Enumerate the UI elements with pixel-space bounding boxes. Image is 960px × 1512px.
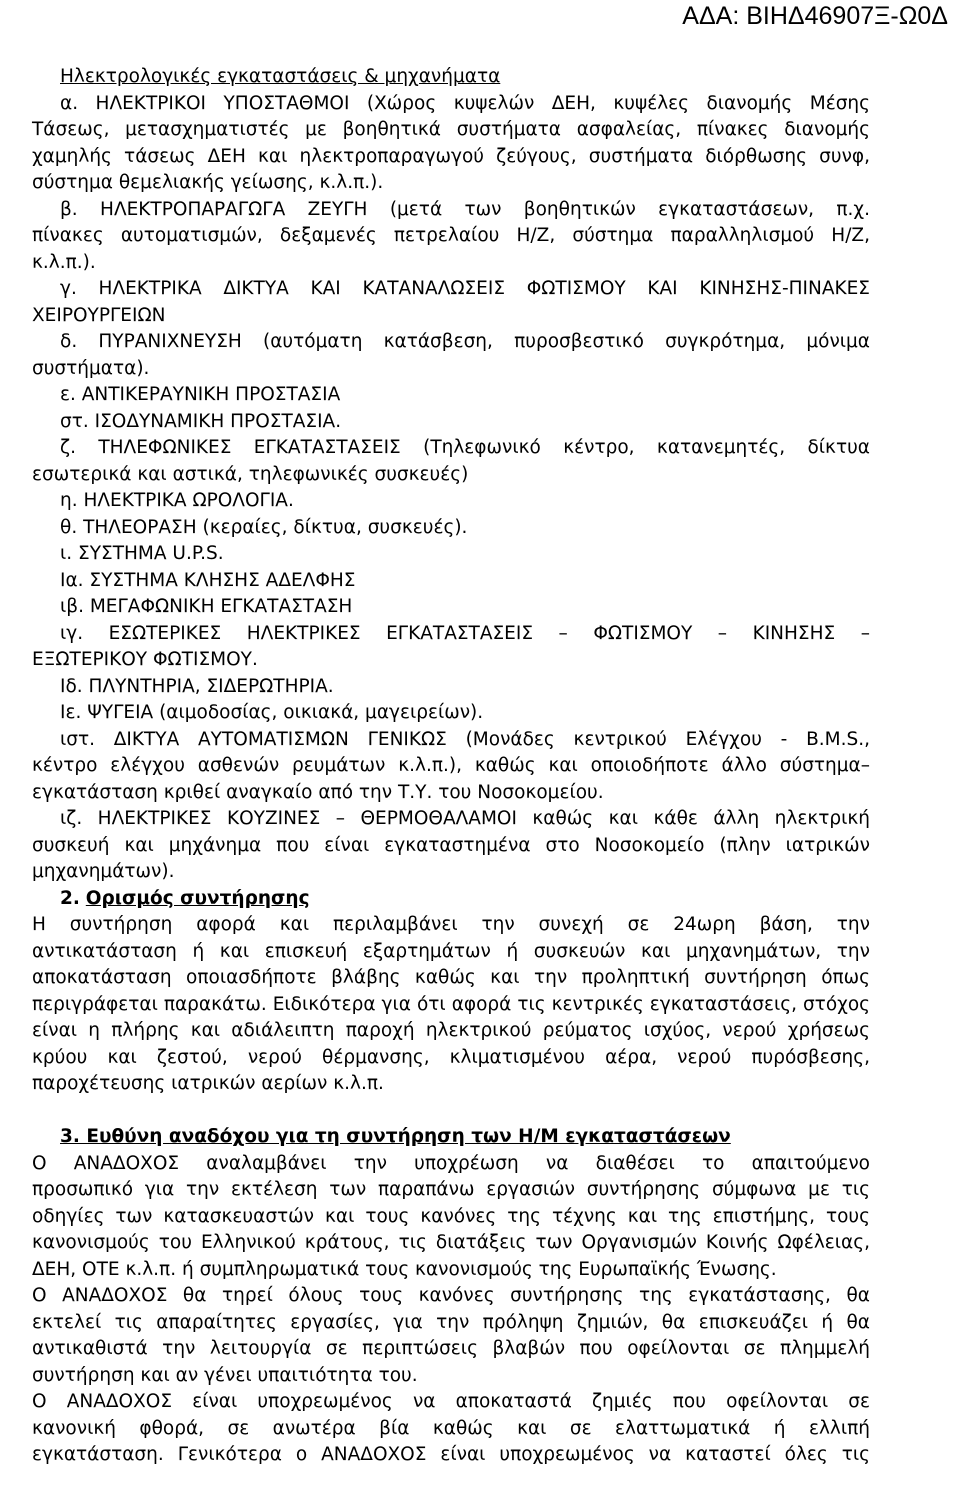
section-3-line: Ο ΑΝΑΔΟΧΟΣ θα τηρεί όλους τους κανόνες συντήρησης της εγκατάστασης, θα	[32, 1285, 870, 1306]
list-item-a-cont: Τάσεως, μετασχηματιστές με βοηθητικά συστήματα ασφαλείας, πίνακες διανομής	[32, 119, 870, 140]
section-3-line: Ο ΑΝΑΔΟΧΟΣ αναλαμβάνει την υποχρέωση να διαθέσει το απαιτούμενο	[32, 1152, 870, 1174]
section-3-line: ΔΕΗ, ΟΤΕ κ.λ.π. ή συμπληρωματικά τους κανονισμούς της Ευρωπαϊκής Ένωσης.	[32, 1258, 777, 1280]
section-2-line: αποκατάσταση οποιασδήποτε βλάβης καθώς και την προληπτική συντήρηση όπως	[32, 967, 870, 988]
list-item-iz-cont: μηχανημάτων).	[32, 861, 175, 882]
section-3-line: εγκατάσταση. Γενικότερα ο ΑΝΑΔΟΧΟΣ είναι υποχρεωμένος να καταστεί όλες τις	[32, 1444, 870, 1465]
list-item-d-cont: συστήματα).	[32, 357, 150, 379]
section-3-line: αντικαθιστά την λειτουργία σε περιπτώσεις βλαβών που οφείλονται σε πλημμελή	[32, 1338, 870, 1359]
list-item-a-cont: σύστημα θεμελιακής γείωσης, κ.λ.π.).	[32, 172, 384, 193]
list-item-ist-cont: κέντρο ελέγχου ασθενών ρευμάτων κ.λ.π.), καθώς και οποιοδήποτε άλλο σύστημα–	[32, 755, 870, 776]
section-2-line: Η συντήρηση αφορά και περιλαμβάνει την συνεχή σε 24ωρη βάση, την	[32, 914, 870, 935]
section-3-line: οδηγίες των κατασκευαστών και τους κανόνες της τέχνης και της επιστήμης, τους	[32, 1205, 870, 1227]
section-2-number: 2.	[60, 887, 80, 909]
list-item-b-cont: πίνακες αυτοματισμών, δεξαμενές πετρελαίου Η/Ζ, σύστημα παραλληλισμού Η/Ζ,	[32, 225, 870, 246]
list-item-ia: Ια. ΣΥΣΤΗΜΑ ΚΛΗΣΗΣ ΑΔΕΛΦΗΣ	[60, 569, 356, 591]
section-2-line: είναι η πλήρης και αδιάλειπτη παροχή ηλεκτρικού ρεύματος ισχύος, νερού χρήσεως	[32, 1020, 870, 1041]
intro-heading: Ηλεκτρολογικές εγκαταστάσεις & μηχανήματα	[60, 66, 501, 87]
list-item-ig: ιγ. ΕΣΩΤΕΡΙΚΕΣ ΗΛΕΚΤΡΙΚΕΣ ΕΓΚΑΤΑΣΤΑΣΕΙΣ – ΦΩΤΙΣΜΟΥ – ΚΙΝΗΣΗΣ –	[60, 622, 870, 644]
section-3-line: κανονισμούς του Ελληνικού κράτους, τις διατάξεις των Οργανισμών Κοινής Ωφέλειας,	[32, 1232, 870, 1253]
list-item-ie: Ιε. ΨΥΓΕΙΑ (αιμοδοσίας, οικιακά, μαγειρείων).	[60, 702, 484, 723]
section-2-title: Ορισμός συντήρησης	[85, 887, 310, 909]
list-item-b-cont: κ.λ.π.).	[32, 251, 96, 273]
section-2-line: κρύου και ζεστού, νερού θέρμανσης, κλιματισμένου αέρα, νερού πυρόσβεσης,	[32, 1046, 870, 1068]
list-item-c-cont: ΧΕΙΡΟΥΡΓΕΙΩΝ	[32, 304, 166, 326]
section-3-line: εκτελεί τις απαραίτητες εργασίες, για την πρόληψη ζημιών, θα επισκευάζει ή θα	[32, 1311, 870, 1333]
ada-code: ΑΔΑ: ΒΙΗΔ46907Ξ-Ω0Δ	[682, 2, 948, 30]
list-item-ig-cont: ΕΞΩΤΕΡΙΚΟΥ ΦΩΤΙΣΜΟΥ.	[32, 649, 258, 670]
list-item-iz: ιζ. ΗΛΕΚΤΡΙΚΕΣ ΚΟΥΖΙΝΕΣ – ΘΕΡΜΟΘΑΛΑΜΟΙ καθώς και κάθε άλλη ηλεκτρική	[60, 808, 870, 829]
list-item-d: δ. ΠΥΡΑΝΙΧΝΕΥΣΗ (αυτόματη κατάσβεση, πυροσβεστικό συγκρότημα, μόνιμα	[60, 331, 870, 352]
list-item-c: γ. ΗΛΕΚΤΡΙΚΑ ΔΙΚΤΥΑ ΚΑΙ ΚΑΤΑΝΑΛΩΣΕΙΣ ΦΩΤΙΣΜΟΥ ΚΑΙ ΚΙΝΗΣΗΣ-ΠΙΝΑΚΕΣ	[60, 278, 870, 299]
section-3-line: Ο ΑΝΑΔΟΧΟΣ είναι υποχρεωμένος να αποκαταστά ζημιές που οφείλονται σε	[32, 1391, 870, 1412]
list-item-th: θ. ΤΗΛΕΟΡΑΣΗ (κεραίες, δίκτυα, συσκευές).	[60, 516, 468, 538]
list-item-ist: ιστ. ΔΙΚΤΥΑ ΑΥΤΟΜΑΤΙΣΜΩΝ ΓΕΝΙΚΩΣ (Μονάδες κεντρικού Ελέγχου - B.M.S.,	[60, 728, 870, 750]
section-3-line: κανονική φθορά, σε ανωτέρα βία καθώς και σε ελαττωματικά ή ελλιπή	[32, 1417, 870, 1439]
list-item-id: Ιδ. ΠΛΥΝΤΗΡΙΑ, ΣΙΔΕΡΩΤΗΡΙΑ.	[60, 675, 334, 697]
list-item-h: η. ΗΛΕΚΤΡΙΚΑ ΩΡΟΛΟΓΙΑ.	[60, 490, 294, 511]
section-3-line: συντήρηση και αν γένει υπαιτιότητα του.	[32, 1364, 418, 1386]
section-2-heading	[0, 886, 960, 913]
list-item-ib: ιβ. ΜΕΓΑΦΩΝΙΚΗ ΕΓΚΑΤΑΣΤΑΣΗ	[60, 596, 353, 617]
list-item-i: ι. ΣΥΣΤΗΜΑ U.P.S.	[60, 543, 224, 564]
spacer	[0, 1098, 960, 1125]
list-item-st: στ. ΙΣΟΔΥΝΑΜΙΚΗ ΠΡΟΣΤΑΣΙΑ.	[60, 410, 342, 432]
section-2-line: παροχέτευσης ιατρικών αερίων κ.λ.π.	[32, 1073, 384, 1094]
list-item-b: β. ΗΛΕΚΤΡΟΠΑΡΑΓΩΓΑ ΖΕΥΓΗ (μετά των βοηθητικών εγκαταστάσεων, π.χ.	[60, 198, 870, 220]
list-item-z: ζ. ΤΗΛΕΦΩΝΙΚΕΣ ΕΓΚΑΤΑΣΤΑΣΕΙΣ (Τηλεφωνικό κέντρο, κατανεμητές, δίκτυα	[60, 437, 870, 458]
list-item-z-cont: εσωτερικά και αστικά, τηλεφωνικές συσκευές)	[32, 463, 469, 485]
list-item-e: ε. ΑΝΤΙΚΕΡΑΥΝΙΚΗ ΠΡΟΣΤΑΣΙΑ	[60, 384, 341, 405]
list-item-a: α. ΗΛΕΚΤΡΙΚΟΙ ΥΠΟΣΤΑΘΜΟΙ (Χώρος κυψελών ΔΕΗ, κυψέλες διανομής Μέσης	[60, 92, 870, 114]
list-item-ist-cont: εγκατάσταση κριθεί αναγκαίο από την Τ.Υ. του Νοσοκομείου.	[32, 781, 604, 803]
list-item-iz-cont: συσκευή και μηχάνημα που είναι εγκαταστημένα στο Νοσοκομείο (πλην ιατρικών	[32, 834, 870, 856]
section-3-line: προσωπικό για την εκτέλεση των παραπάνω εργασιών συντήρησης σύμφωνα με τις	[32, 1179, 870, 1200]
section-3-heading: 3. Ευθύνη αναδόχου για τη συντήρηση των Η/Μ εγκαταστάσεων	[60, 1126, 731, 1147]
document-body	[0, 64, 960, 1469]
section-2-line: περιγράφεται παρακάτω. Ειδικότερα για ότι αφορά τις κεντρικές εγκαταστάσεις, στόχος	[32, 993, 870, 1015]
list-item-a-cont: χαμηλής τάσεως ΔΕΗ και ηλεκτροπαραγωγού ζεύγους, συστήματα διόρθωσης συνφ,	[32, 145, 870, 167]
section-2-line: αντικατάσταση ή και επισκευή εξαρτημάτων ή συσκευών και μηχανημάτων, την	[32, 940, 870, 962]
